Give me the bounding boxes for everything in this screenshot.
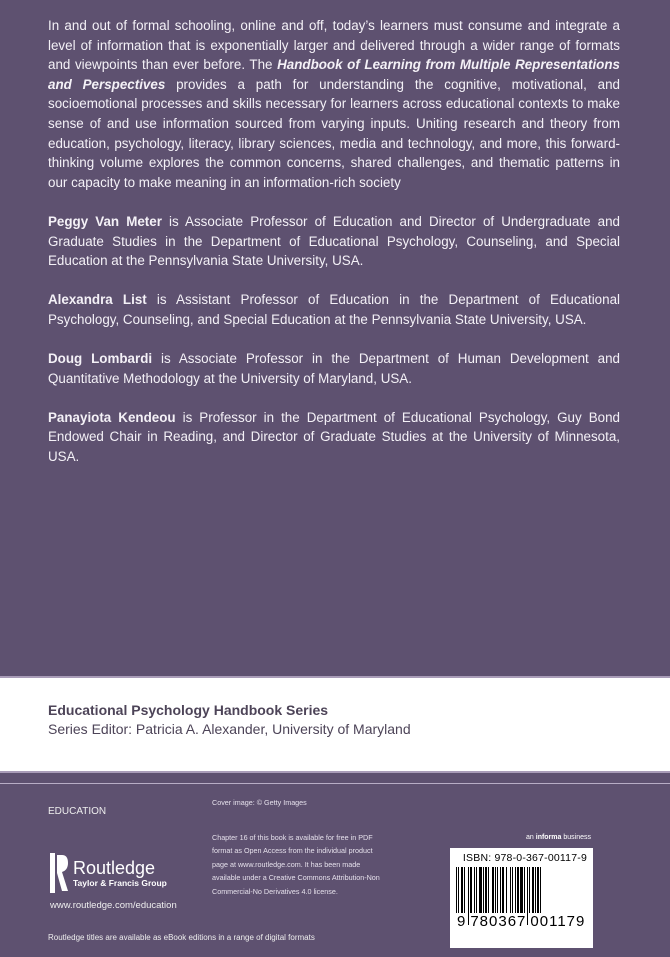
open-access-note: Chapter 16 of this book is available for free in PDF format as Open Access from the individual product page at www.routledge.com. It has been made available under a Creative Commons Attribution-Non Commercial-No Derivatives 4.0 license. — [212, 833, 380, 896]
author-bio-text: is Assistant Professor of Education in the Department of Educational Psychology, Counseling, and Special Education at the Pennsylvania State University, USA. — [48, 292, 621, 327]
publisher-url[interactable]: www.routledge.com/education — [50, 900, 177, 911]
barcode-digits — [456, 913, 587, 930]
routledge-r-icon — [50, 853, 68, 893]
series-title: Educational Psychology Handbook Series — [48, 702, 329, 718]
book-title: Handbook of Learning from Multiple Representations and Perspectives — [48, 57, 620, 92]
informa-text: an — [526, 834, 536, 841]
description-text: In and out of formal schooling, online and off, today’s learners must consume and integrate a level of information that is exponentially larger and delivered through a wider range of formats and viewpoints than ever before. The — [48, 18, 620, 73]
ebook-note: Routledge titles are available as eBook editions in a range of digital formats — [48, 933, 315, 942]
informa-text: business — [561, 834, 591, 841]
divider — [0, 783, 670, 784]
author-bio — [48, 408, 620, 467]
description-paragraph — [48, 16, 620, 192]
author-bio — [48, 212, 620, 271]
barcode-digit-group: 9 — [457, 913, 467, 930]
isbn-number: ISBN: 978-0-367-00117-9 — [462, 852, 587, 864]
author-name: Panayiota Kendeou — [48, 409, 176, 425]
author-name: Alexandra List — [48, 292, 147, 308]
author-bio — [48, 290, 620, 329]
publisher-name: Routledge — [73, 858, 156, 878]
barcode-digit-group: 001179 — [530, 913, 586, 930]
series-editor: Series Editor: Patricia A. Alexander, University of Maryland — [48, 721, 411, 737]
barcode-digit-group: 780367 — [470, 913, 527, 930]
author-bio-text: is Associate Professor of Education and Director of Undergraduate and Graduate Studies in the Department of Educational Psychology, Counseling, and Special Education at the Pennsylvania State University, USA. — [48, 213, 620, 269]
back-cover-blurb — [48, 16, 620, 486]
author-bio-text: is Professor in the Department of Educational Psychology, Guy Bond Endowed Chair in Reading, and Director of Graduate Studies at the University of Minnesota, USA. — [48, 409, 621, 465]
author-bio — [48, 349, 620, 388]
routledge-logo — [50, 853, 167, 893]
cover-credit: Cover image: © Getty Images — [212, 798, 307, 807]
publisher-group: Taylor & Francis Group — [73, 878, 167, 888]
informa-tagline — [526, 834, 591, 841]
informa-brand: informa — [535, 834, 562, 841]
author-name: Peggy Van Meter — [48, 213, 162, 229]
author-bio-text: is Associate Professor in the Department of Human Development and Quantitative Methodology at the University of Maryland, USA. — [48, 351, 620, 386]
series-band — [0, 676, 670, 773]
category-label: EDUCATION — [48, 806, 107, 817]
author-name: Doug Lombardi — [48, 351, 153, 367]
isbn-barcode — [450, 848, 593, 948]
description-text: provides a path for understanding the cognitive, motivational, and socioemotional processes and skills necessary for learners across educational contexts to make sense of and use information sourced from varying inputs. Uniting research and theory from education, psychology, literacy, library sciences, media and technology, and more, this forward-thinking volume explores the common concerns, shared challenges, and thematic patterns in our capacity to make meaning in an information-rich society — [48, 76, 620, 190]
